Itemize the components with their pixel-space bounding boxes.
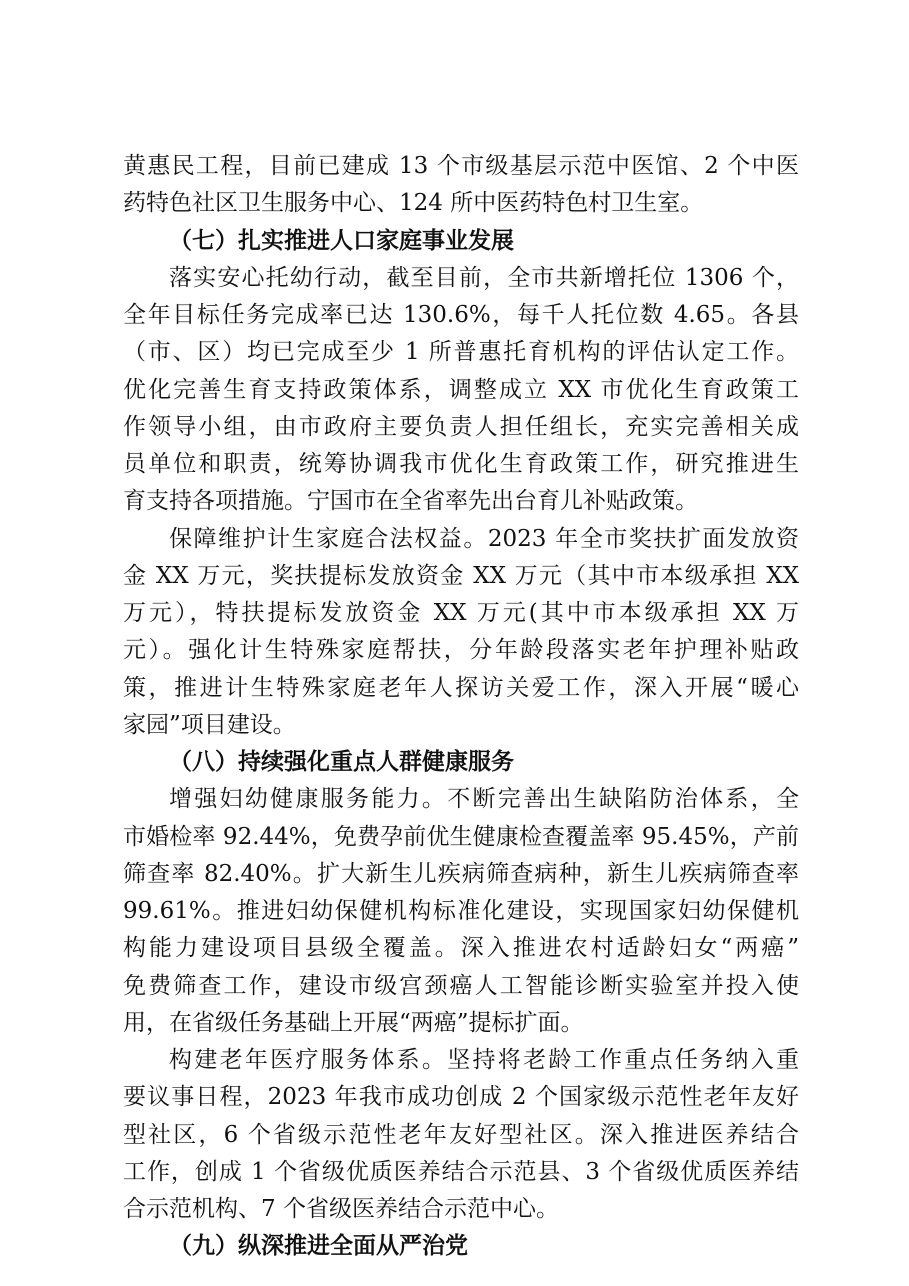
body-line: 员单位和职责，统筹协调我市优化生育政策工作，研究推进生 [123,451,799,477]
body-line: 全年目标任务完成率已达 130.6%，每千人托位数 4.65。各县 [123,302,799,328]
body-line: 作领导小组，由市政府主要负责人担任组长，充实完善相关成 [123,413,799,440]
paragraph-first-line: 保障维护计生家庭合法权益。2023 年全市奖扶扩面发放资 [169,525,799,552]
body-line: 型社区，6 个省级示范性老年友好型社区。深入推进医养结合 [123,1121,799,1148]
section-heading: （七）扎实推进人口家庭事业发展 [169,227,514,254]
body-line: 市婚检率 92.44%，免费孕前优生健康检查覆盖率 95.45%，产前 [123,823,799,850]
paragraph-first-line: 增强妇幼健康服务能力。不断完善出生缺陷防治体系，全 [169,786,799,813]
body-line: 元）。强化计生特殊家庭帮扶，分年龄段落实老年护理补贴政 [123,637,799,664]
body-line: 筛查率 82.40%。扩大新生儿疾病筛查病种，新生儿疾病筛查率 [123,860,799,887]
paragraph-first-line: 构建老年医疗服务体系。坚持将老龄工作重点任务纳入重 [169,1047,799,1073]
section-heading: （八）持续强化重点人群健康服务 [169,749,514,775]
body-line: 构能力建设项目县级全覆盖。深入推进农村适龄妇女“两癌” [123,935,799,962]
body-line: 工作，创成 1 个省级优质医养结合示范县、3 个省级优质医养结 [123,1158,799,1185]
body-line: 黄惠民工程，目前已建成 13 个市级基层示范中医馆、2 个中医 [123,153,799,179]
body-line: 万元），特扶提标发放资金 XX 万元(其中市本级承担 XX 万 [123,600,799,626]
section-heading: （九）纵深推进全面从严治党 [169,1233,468,1260]
body-line: 合示范机构、7 个省级医养结合示范中心。 [123,1196,559,1222]
document-page [123,148,799,1266]
body-line: （市、区）均已完成至少 1 所普惠托育机构的评估认定工作。 [123,339,799,366]
body-line: 金 XX 万元，奖扶提标发放资金 XX 万元（其中市本级承担 XX [123,562,799,589]
body-line: 育支持各项措施。宁国市在全省率先出台育儿补贴政策。 [123,488,698,515]
body-line: 要议事日程，2023 年我市成功创成 2 个国家级示范性老年友好 [123,1084,799,1111]
paragraph-first-line: 落实安心托幼行动，截至目前，全市共新增托位 1306 个， [169,264,799,291]
body-line: 优化完善生育支持政策体系，调整成立 XX 市优化生育政策工 [123,376,799,403]
body-line: 用，在省级任务基础上开展“两癌”提标扩面。 [123,1009,584,1036]
body-line: 家园”项目建设。 [123,711,296,738]
body-line: 99.61%。推进妇幼保健机构标准化建设，实现国家妇幼保健机 [123,898,799,924]
body-line: 免费筛查工作，建设市级宫颈癌人工智能诊断实验室并投入使 [123,972,799,999]
body-line: 策，推进计生特殊家庭老年人探访关爱工作，深入开展“暖心 [123,674,799,701]
body-line: 药特色社区卫生服务中心、124 所中医药特色村卫生室。 [123,190,704,217]
